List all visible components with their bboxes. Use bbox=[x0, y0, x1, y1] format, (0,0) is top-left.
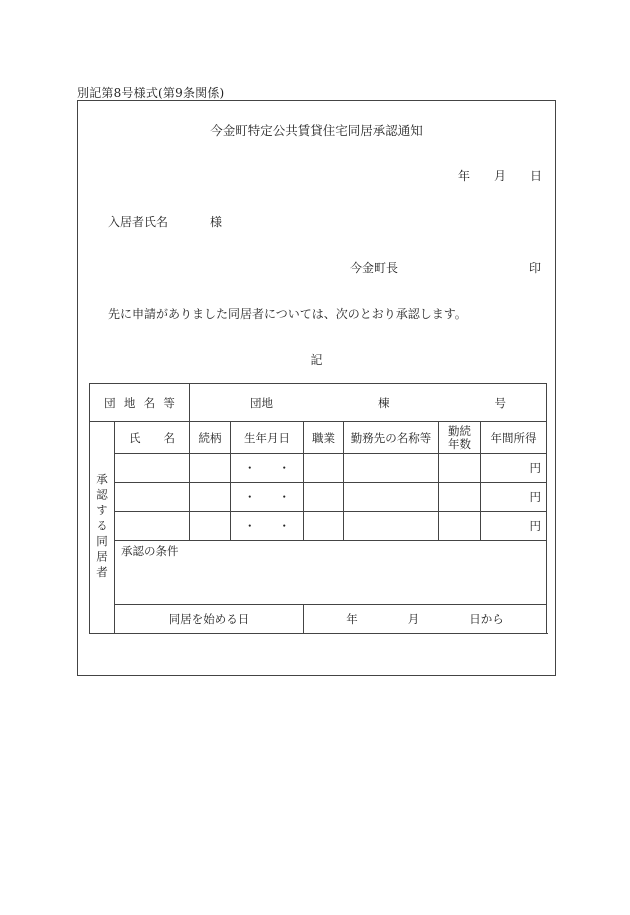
side-label: 承認する同居者 bbox=[95, 473, 109, 582]
relation-cell[interactable] bbox=[190, 454, 231, 483]
header-job: 職業 bbox=[304, 422, 344, 454]
start-day: 日から bbox=[469, 612, 504, 626]
issuer-name: 今金町長 bbox=[350, 261, 399, 275]
birth-cell[interactable]: ・ ・ bbox=[231, 454, 304, 483]
job-cell[interactable] bbox=[304, 483, 344, 512]
income-cell[interactable]: 円 bbox=[481, 512, 547, 541]
danchi-label-char: 団 bbox=[104, 395, 116, 410]
table-row bbox=[90, 454, 547, 483]
danchi-label-char: 地 bbox=[123, 395, 136, 410]
header-birth: 生年月日 bbox=[231, 422, 304, 454]
start-value-cell[interactable] bbox=[304, 605, 547, 634]
workplace-cell[interactable] bbox=[344, 454, 439, 483]
birth-cell[interactable]: ・ ・ bbox=[231, 483, 304, 512]
relation-cell[interactable] bbox=[190, 512, 231, 541]
income-cell[interactable]: 円 bbox=[481, 483, 547, 512]
years-cell[interactable] bbox=[439, 483, 481, 512]
header-workplace: 勤務先の名称等 bbox=[344, 422, 439, 454]
header-income: 年間所得 bbox=[481, 422, 547, 454]
header-years-line1: 勤続 bbox=[448, 423, 471, 438]
date-day-label: 日 bbox=[530, 169, 543, 183]
workplace-cell[interactable] bbox=[344, 512, 439, 541]
cohabitant-table bbox=[89, 383, 547, 634]
start-label-cell: 同居を始める日 bbox=[115, 605, 304, 634]
danchi-unit: 団地 bbox=[250, 395, 273, 410]
side-label-cell bbox=[90, 422, 115, 634]
document-frame bbox=[77, 100, 556, 676]
workplace-cell[interactable] bbox=[344, 483, 439, 512]
date-month-label: 月 bbox=[494, 169, 507, 183]
relation-cell[interactable] bbox=[190, 483, 231, 512]
danchi-label-char: 等 bbox=[163, 395, 175, 410]
header-years bbox=[439, 422, 481, 454]
honorific: 様 bbox=[210, 215, 223, 229]
years-cell[interactable] bbox=[439, 512, 481, 541]
birth-cell[interactable]: ・ ・ bbox=[231, 512, 304, 541]
table-row bbox=[90, 512, 547, 541]
danchi-label-cell bbox=[90, 384, 190, 422]
job-cell[interactable] bbox=[304, 454, 344, 483]
danchi-value-cell[interactable] bbox=[190, 384, 547, 422]
document-title: 今金町特定公共賃貸住宅同居承認通知 bbox=[210, 123, 423, 138]
conditions-cell[interactable] bbox=[115, 541, 547, 605]
tou-unit: 棟 bbox=[378, 395, 390, 410]
start-year: 年 bbox=[346, 612, 358, 626]
body-text: 先に申請がありました同居者については、次のとおり承認します。 bbox=[108, 307, 467, 321]
conditions-label: 承認の条件 bbox=[121, 544, 179, 558]
ki-heading: 記 bbox=[310, 353, 323, 367]
danchi-label-char: 名 bbox=[143, 395, 156, 410]
job-cell[interactable] bbox=[304, 512, 344, 541]
table-row bbox=[90, 483, 547, 512]
name-cell[interactable] bbox=[115, 512, 190, 541]
seal-mark: 印 bbox=[529, 261, 542, 275]
name-cell[interactable] bbox=[115, 483, 190, 512]
form-reference: 別記第8号様式(第9条関係) bbox=[77, 86, 225, 100]
start-month: 月 bbox=[407, 612, 420, 626]
years-cell[interactable] bbox=[439, 454, 481, 483]
header-name: 氏 名 bbox=[115, 422, 190, 454]
name-cell[interactable] bbox=[115, 454, 190, 483]
gou-unit: 号 bbox=[494, 395, 506, 410]
header-years-line2: 年数 bbox=[448, 436, 471, 451]
addressee-label: 入居者氏名 bbox=[108, 215, 169, 229]
date-year-label: 年 bbox=[458, 169, 471, 183]
income-cell[interactable]: 円 bbox=[481, 454, 547, 483]
header-relation: 続柄 bbox=[190, 422, 231, 454]
